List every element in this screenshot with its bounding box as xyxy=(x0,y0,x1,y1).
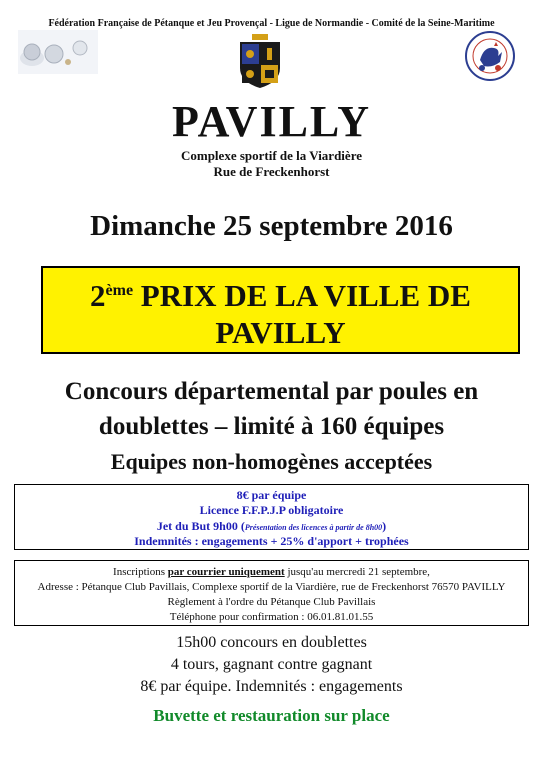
city-title: PAVILLY xyxy=(171,97,372,146)
prize-banner xyxy=(41,266,520,354)
details-line3: 8€ par équipe. Indemnités : engagements xyxy=(140,678,403,695)
pavilly-crest-icon xyxy=(238,34,282,88)
registration-box xyxy=(14,560,529,626)
prize-title-line1 xyxy=(43,278,518,314)
federation-rooster-logo-icon xyxy=(462,30,518,82)
info-jet-du-but xyxy=(15,519,528,534)
registration-payment: Règlement à l'ordre du Pétanque Club Pavillais xyxy=(167,596,376,608)
venue-street: Rue de Freckenhorst xyxy=(213,164,330,179)
competition-line1: Concours départemental par poules en xyxy=(64,378,479,405)
info-box xyxy=(14,484,529,550)
federation-header: Fédération Française de Pétanque et Jeu Provençal - Ligue de Normandie - Comité de la Seine-Maritime xyxy=(48,18,495,29)
jet-close-paren: ) xyxy=(382,519,387,533)
buvette-notice: Buvette et restauration sur place xyxy=(153,706,390,725)
info-licence: Licence F.F.P.J.P obligatoire xyxy=(199,503,344,517)
jet-time: Jet du But 9h00 ( xyxy=(156,519,245,533)
registration-line1 xyxy=(15,566,528,578)
competition-line2: doublettes – limité à 160 équipes xyxy=(98,413,445,440)
venue-name: Complexe sportif de la Viardière xyxy=(180,148,362,163)
registration-phone: Téléphone pour confirmation : 06.01.81.01.55 xyxy=(169,611,374,623)
registration-address: Adresse : Pétanque Club Pavillais, Complexe sportif de la Viardière, rue de Freckenhorst 76570 PAVILLY xyxy=(37,581,506,593)
event-date: Dimanche 25 septembre 2016 xyxy=(90,210,453,242)
info-indemnites: Indemnités : engagements + 25% d'apport + trophées xyxy=(134,534,409,548)
prize-ordinal: 2 xyxy=(90,278,106,313)
competition-line3: Equipes non-homogènes acceptées xyxy=(110,449,433,474)
prize-ordinal-suffix: ème xyxy=(105,282,134,299)
registration-mail-only: par courrier uniquement xyxy=(167,566,285,578)
details-line1: 15h00 concours en doublettes xyxy=(176,634,367,651)
petanque-balls-icon xyxy=(18,30,98,74)
info-price: 8€ par équipe xyxy=(236,488,307,502)
prize-title-rest: PRIX DE LA VILLE DE xyxy=(133,278,471,313)
details-line2: 4 tours, gagnant contre gagnant xyxy=(170,656,373,673)
registration-deadline: jusqu'au mercredi 21 septembre, xyxy=(284,566,430,578)
jet-note: Présentation des licences à partir de 8h00 xyxy=(244,523,383,532)
prize-title-line2: PAVILLY xyxy=(215,315,346,350)
registration-pre: Inscriptions xyxy=(113,566,168,578)
